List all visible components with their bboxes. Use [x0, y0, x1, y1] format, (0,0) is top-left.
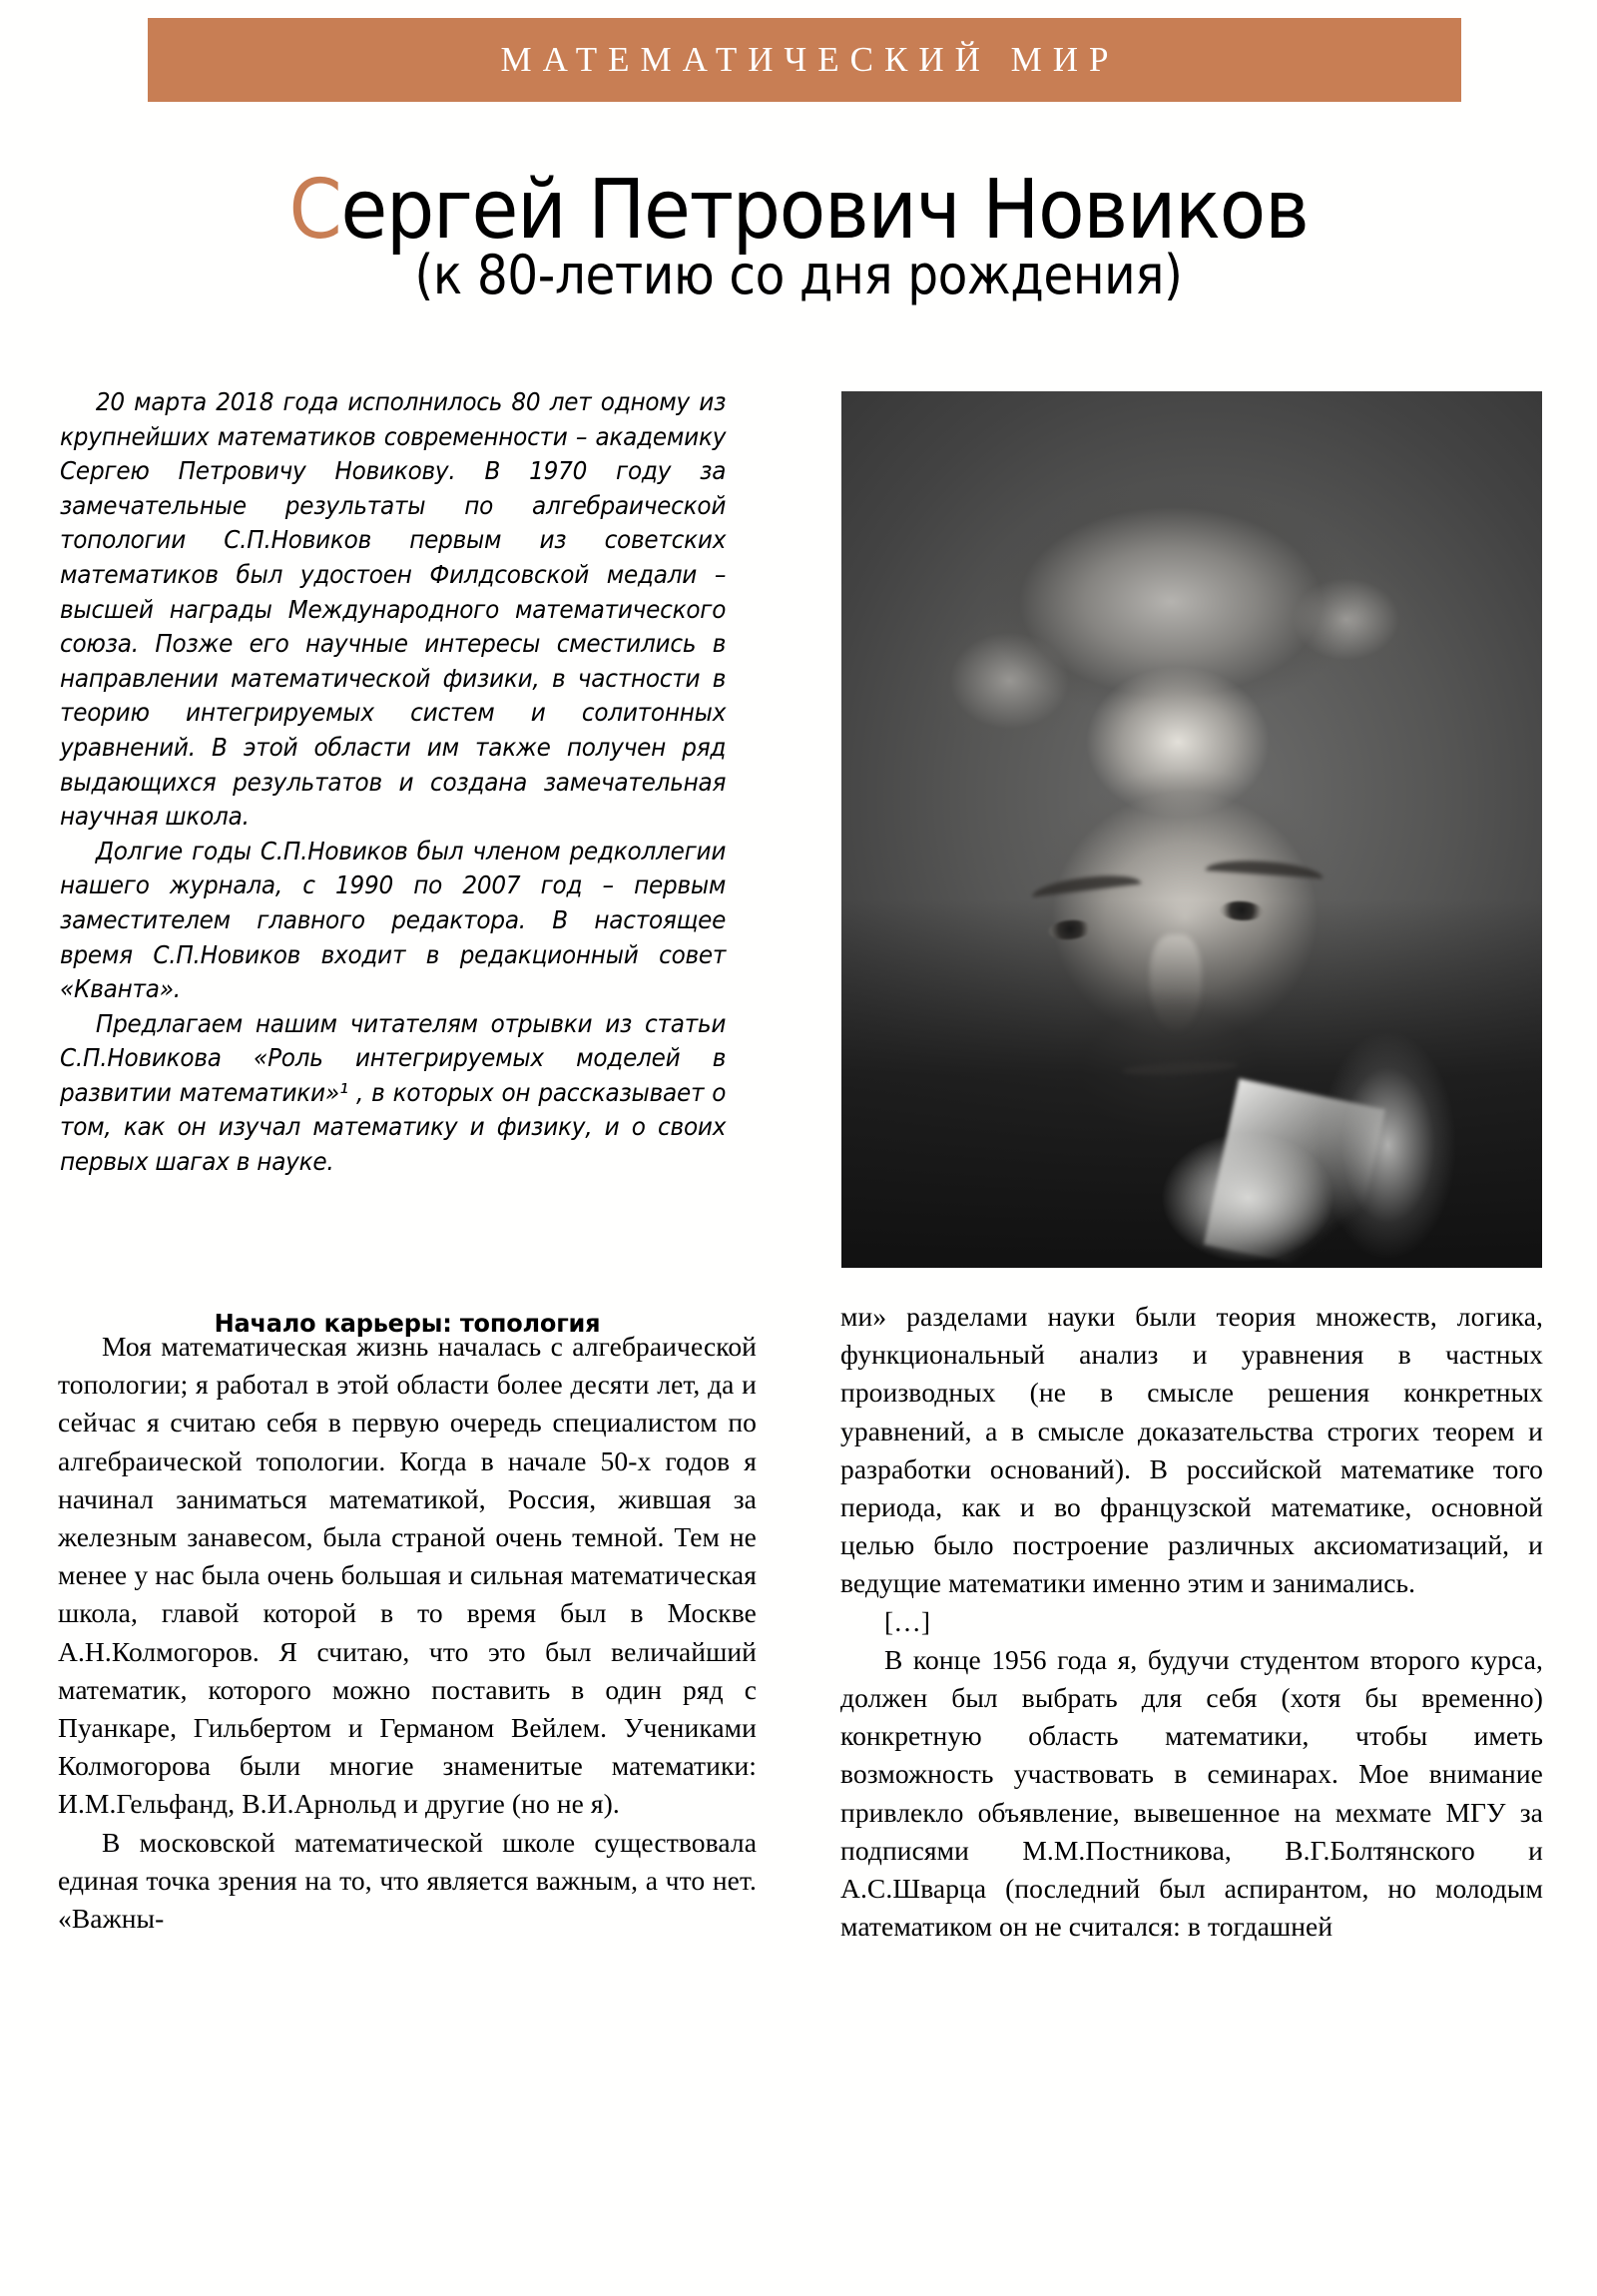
eyebrow-right: [1206, 857, 1325, 877]
body-column-right: [840, 1298, 1543, 1946]
lead-paragraph: Долгие годы С.П.Новиков был членом редколлегии нашего журнала, с 1990 по 2007 год – первым заместителем главного редактора. В настоящее время С.П.Новиков входит в редакционный совет «Кванта».: [60, 836, 727, 1004]
body-paragraph: ми» разделами науки были теория множеств, логика, функциональный анализ и уравнения в частных производных (не в смысле решения конкретных уравнений, а в смысле доказательства строгих теорем и разработки оснований). В российской математике того периода, как и во французской математике, основной целью было построение различных аксиоматизаций, и ведущие математики именно этим и занимались.: [840, 1301, 1543, 1599]
shirt-collar: [1204, 1079, 1385, 1268]
eyebrow-left: [1030, 871, 1141, 897]
portrait-image: [841, 391, 1542, 1268]
section-heading: Начало карьеры: топология: [214, 1308, 601, 1338]
mouth: [1122, 1059, 1238, 1077]
headline-rest: ергей Петрович Новиков: [340, 162, 1309, 258]
article-subhead: (к 80-летию со дня рождения): [414, 244, 1183, 306]
masthead-title: МАТЕМАТИЧЕСКИЙ МИР: [500, 40, 1120, 79]
body-column-left: [58, 1328, 757, 1938]
eye-left: [1047, 918, 1092, 941]
eye-right: [1220, 900, 1265, 921]
masthead-banner: [148, 18, 1461, 102]
nose: [1150, 934, 1202, 1030]
lead-intro-block: [60, 385, 726, 1180]
body-paragraph-ellipsis: […]: [884, 1605, 931, 1637]
portrait-photo: [841, 391, 1542, 1268]
body-paragraph: В московской математической школе существовала единая точка зрения на то, что является важным, а что нет. «Важны-: [58, 1826, 757, 1935]
headline-dropcap: С: [288, 162, 341, 258]
lead-paragraph: 20 марта 2018 года исполнилось 80 лет одному из крупнейших математиков современности – академику Сергею Петровичу Новикову. В 1970 году за замечательные результаты по алгебраической топологии С.П.Новиков первым из советских математиков был удостоен Филдсовской медали – высшей награды Международного математического союза. Позже его научные интересы сместились в направлении математической физики, в частности в теорию интегрируемых систем и солитонных уравнений. В этой области им также получен ряд выдающихся результатов и создана замечательная научная школа.: [60, 387, 727, 832]
body-paragraph: Моя математическая жизнь началась с алгебраической топологии; я работал в этой области более десяти лет, да и сейчас я считаю себя в первую очередь специалистом по алгебраической топологии. Когда в начале 50-х годов я начинал заниматься математикой, Россия, жившая за железным занавесом, была страной очень темной. Тем не менее у нас была очень большая и сильная математическая школа, главой которой в то время был в Москве А.Н.Колмогоров. Я считаю, что это был величайший математик, которого можно поставить в один ряд с Пуанкаре, Гильбертом и Германом Вейлем. Учениками Колмогорова были многие знаменитые математики: И.М.Гельфанд, В.И.Арнольд и другие (но не я).: [58, 1331, 757, 1820]
lead-paragraph: Предлагаем нашим читателям отрывки из статьи С.П.Новикова «Роль интегрируемых моделей в развитии математики»¹ , в которых он рассказывает о том, как он изучал математику и физику, и о своих первых шагах в науке.: [60, 1008, 727, 1177]
body-paragraph: В конце 1956 года я, будучи студентом второго курса, должен был выбрать для себя (хотя бы временно) конкретную область математики, чтобы иметь возможность участвовать в семинарах. Мое внимание привлекло объявление, вывешенное на мехмате МГУ за подписями М.М.Постникова, В.Г.Болтянского и А.С.Шварца (последний был аспирантом, но молодым математиком он не считался: в тогдашней: [840, 1643, 1543, 1943]
